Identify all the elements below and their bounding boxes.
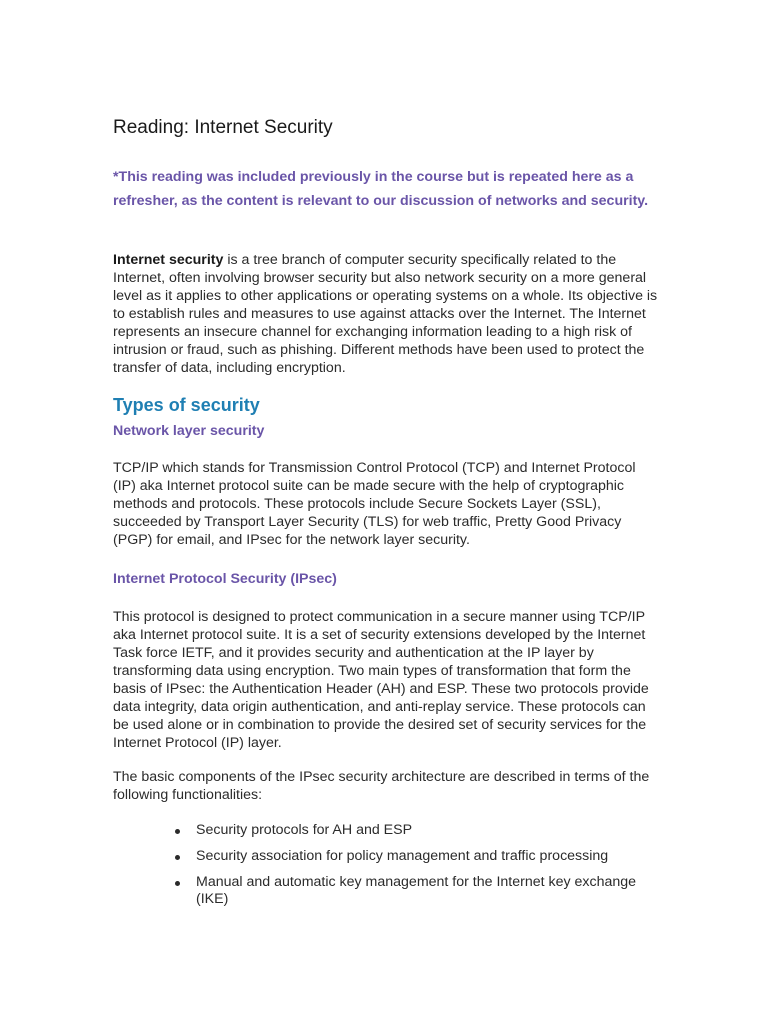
ipsec-components-intro: The basic components of the IPsec security architecture are described in terms of the following functionalities:	[113, 769, 650, 803]
ipsec-heading: Internet Protocol Security (IPsec)	[113, 571, 337, 587]
intro-term: Internet security	[113, 252, 224, 268]
intro-text: is a tree branch of computer security specifically related to the Internet, often involving browser security but also network security on a more general level as it applies to other applications or operating systems on a whole. Its objective is to establish rules and measures to use against attacks over the Internet. The Internet represents an insecure channel for exchanging information leading to a high risk of intrusion or fraud, such as phishing. Different methods have been used to protect the transfer of data, including encryption.	[113, 252, 658, 376]
list-item	[175, 822, 645, 839]
bullet-icon	[175, 881, 180, 886]
refresher-note: *This reading was included previously in the course but is repeated here as a refresher, as the content is relevant to our discussion of networks and security.	[113, 169, 649, 209]
list-item-text: Manual and automatic key management for the Internet key exchange (IKE)	[196, 874, 637, 907]
list-item-text: Security protocols for AH and ESP	[196, 822, 413, 838]
list-item-text: Security association for policy management and traffic processing	[196, 848, 609, 864]
types-of-security-heading: Types of security	[113, 395, 260, 415]
bullet-icon	[175, 855, 180, 860]
intro-paragraph	[113, 251, 658, 377]
ipsec-components-list	[175, 822, 645, 917]
list-item	[175, 874, 645, 908]
list-item	[175, 848, 645, 865]
bullet-icon	[175, 829, 180, 834]
ipsec-paragraph: This protocol is designed to protect communication in a secure manner using TCP/IP aka Internet protocol suite. It is a set of security extensions developed by the Internet Task force IETF, and it provides security and authentication at the IP layer by transforming data using encryption. Two main types of transformation that form the basis of IPsec: the Authentication Header (AH) and ESP. These two protocols provide data integrity, data origin authentication, and anti-replay service. These protocols can be used alone or in combination to provide the desired set of security services for the Internet Protocol (IP) layer.	[113, 609, 649, 751]
network-layer-paragraph: TCP/IP which stands for Transmission Control Protocol (TCP) and Internet Protocol (IP) aka Internet protocol suite can be made secure with the help of cryptographic methods and protocols. These protocols include Secure Sockets Layer (SSL), succeeded by Transport Layer Security (TLS) for web traffic, Pretty Good Privacy (PGP) for email, and IPsec for the network layer security.	[113, 460, 636, 548]
network-layer-heading: Network layer security	[113, 423, 265, 439]
page-title: Reading: Internet Security	[113, 117, 333, 138]
